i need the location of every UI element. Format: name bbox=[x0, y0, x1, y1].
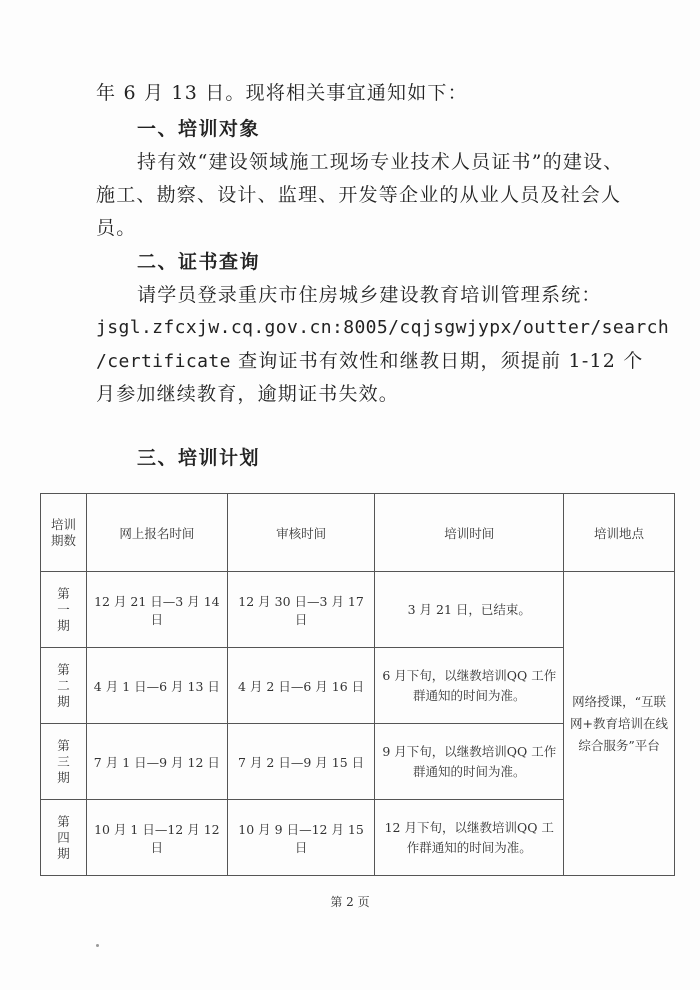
section2-line1: 请学员登录重庆市住房城乡建设教育培训管理系统： bbox=[137, 284, 602, 306]
review-cell: 10 月 9 日—12 月 15 日 bbox=[227, 800, 375, 876]
registration-cell: 12 月 21 日—3 月 14 日 bbox=[86, 572, 227, 648]
phase-cell: 第二期 bbox=[41, 648, 87, 724]
section1-line3: 员。 bbox=[96, 217, 137, 239]
table-row bbox=[41, 572, 675, 648]
section1-heading: 一、培训对象 bbox=[137, 118, 261, 140]
training-cell: 3 月 21 日，已结束。 bbox=[375, 572, 564, 648]
section3-heading: 三、培训计划 bbox=[137, 447, 261, 469]
review-cell: 7 月 2 日—9 月 15 日 bbox=[227, 724, 375, 800]
review-cell: 4 月 2 日—6 月 16 日 bbox=[227, 648, 375, 724]
header-review: 审核时间 bbox=[227, 494, 375, 572]
table-header-row bbox=[41, 494, 675, 572]
phase-cell: 第一期 bbox=[41, 572, 87, 648]
phase-cell: 第四期 bbox=[41, 800, 87, 876]
section2-heading: 二、证书查询 bbox=[137, 251, 261, 273]
review-cell: 12 月 30 日—3 月 17 日 bbox=[227, 572, 375, 648]
section1-line1: 持有效“建设领域施工现场专业技术人员证书”的建设、 bbox=[137, 151, 624, 173]
header-location: 培训地点 bbox=[564, 494, 675, 572]
phase-cell: 第三期 bbox=[41, 724, 87, 800]
registration-cell: 7 月 1 日—9 月 12 日 bbox=[86, 724, 227, 800]
location-cell: 网络授课，“互联网+教育培训在线综合服务”平台 bbox=[564, 572, 675, 876]
system-url-line2: /certificate bbox=[96, 351, 231, 372]
intro-line: 年 6 月 13 日。现将相关事宜通知如下： bbox=[96, 82, 468, 104]
training-cell: 6 月下旬，以继教培训QQ 工作群通知的时间为准。 bbox=[375, 648, 564, 724]
header-training-time: 培训时间 bbox=[375, 494, 564, 572]
section2-line3 bbox=[96, 349, 643, 374]
section2-line4: 月参加继续教育，逾期证书失效。 bbox=[96, 383, 400, 405]
registration-cell: 4 月 1 日—6 月 13 日 bbox=[86, 648, 227, 724]
page-number: 第 2 页 bbox=[330, 895, 370, 909]
header-registration: 网上报名时间 bbox=[86, 494, 227, 572]
registration-cell: 10 月 1 日—12 月 12 日 bbox=[86, 800, 227, 876]
training-cell: 12 月下旬，以继教培训QQ 工作群通知的时间为准。 bbox=[375, 800, 564, 876]
training-cell: 9 月下旬，以继教培训QQ 工作群通知的时间为准。 bbox=[375, 724, 564, 800]
section2-line3-text: 查询证书有效性和继教日期，须提前 1-12 个 bbox=[238, 350, 644, 372]
scan-speck bbox=[96, 944, 99, 947]
training-plan-table bbox=[40, 493, 675, 876]
header-phase: 培训期数 bbox=[41, 494, 87, 572]
section1-line2: 施工、勘察、设计、监理、开发等企业的从业人员及社会人 bbox=[96, 184, 622, 206]
system-url-line1: jsgl.zfcxjw.cq.gov.cn:8005/cqjsgwjypx/outter/search bbox=[96, 317, 670, 338]
